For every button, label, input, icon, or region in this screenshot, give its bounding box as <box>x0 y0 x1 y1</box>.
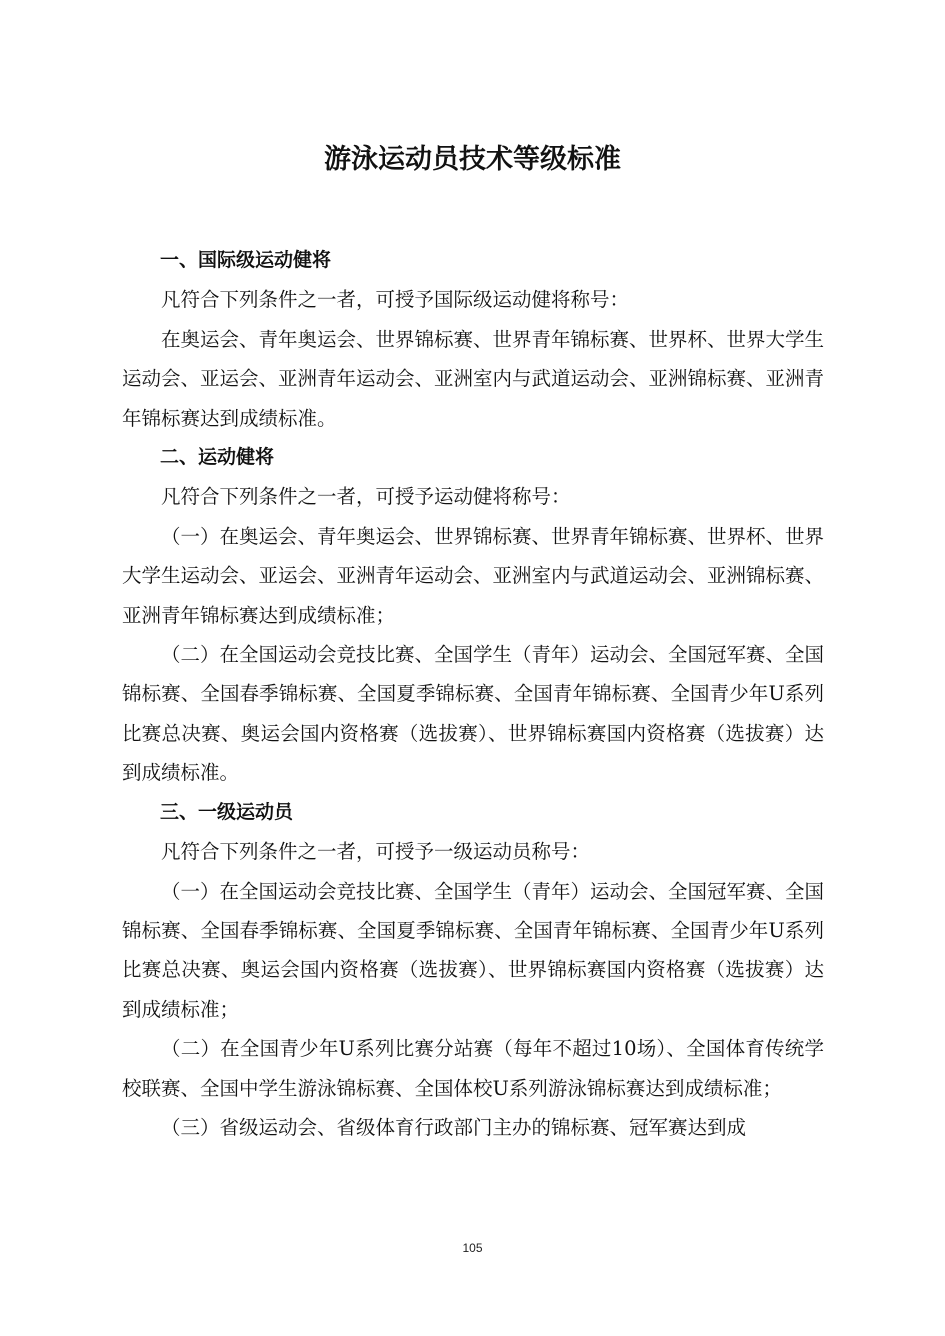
section-heading-first-class-athlete: 三、一级运动员 <box>160 800 294 823</box>
section-1-paragraph-2: 在奥运会、青年奥运会、世界锦标赛、世界青年锦标赛、世界杯、世界大学生运动会、亚运会、亚洲青年运动会、亚洲室内与武道运动会、亚洲锦标赛、亚洲青年锦标赛达到成绩标准。 <box>122 327 825 430</box>
section-2-paragraph-1: 凡符合下列条件之一者，可授予运动健将称号： <box>161 485 571 509</box>
section-heading-international-master: 一、国际级运动健将 <box>160 249 332 271</box>
section-1-paragraph-1: 凡符合下列条件之一者，可授予国际级运动健将称号： <box>161 288 630 312</box>
document-body <box>122 241 824 1147</box>
document-title: 游泳运动员技术等级标准 <box>324 144 621 175</box>
section-2-paragraph-2: （一）在奥运会、青年奥运会、世界锦标赛、世界青年锦标赛、世界杯、世界大学生运动会、亚运会、亚洲青年运动会、亚洲室内与武道运动会、亚洲锦标赛、亚洲青年锦标赛达到成绩标准； <box>122 524 825 627</box>
section-heading-master: 二、运动健将 <box>160 446 275 469</box>
section-3-paragraph-2: （一）在全国运动会竞技比赛、全国学生（青年）运动会、全国冠军赛、全国锦标赛、全国春季锦标赛、全国夏季锦标赛、全国青年锦标赛、全国青少年U系列比赛总决赛、奥运会国内资格赛（选拔赛）、世界锦标赛国内资格赛（选拔赛）达到成绩标准； <box>122 879 825 1021</box>
section-3-paragraph-4: （三）省级运动会、省级体育行政部门主办的锦标赛、冠军赛达到成 <box>161 1115 747 1139</box>
section-3-paragraph-1: 凡符合下列条件之一者，可授予一级运动员称号： <box>161 840 591 864</box>
section-3-paragraph-3: （二）在全国青少年U系列比赛分站赛（每年不超过10场）、全国体育传统学校联赛、全国中学生游泳锦标赛、全国体校U系列游泳锦标赛达到成绩标准； <box>122 1037 824 1100</box>
section-2-paragraph-3: （二）在全国运动会竞技比赛、全国学生（青年）运动会、全国冠军赛、全国锦标赛、全国春季锦标赛、全国夏季锦标赛、全国青年锦标赛、全国青少年U系列比赛总决赛、奥运会国内资格赛（选拔赛）、世界锦标赛国内资格赛（选拔赛）达到成绩标准。 <box>122 643 825 785</box>
page-number: 105 <box>462 1241 483 1255</box>
